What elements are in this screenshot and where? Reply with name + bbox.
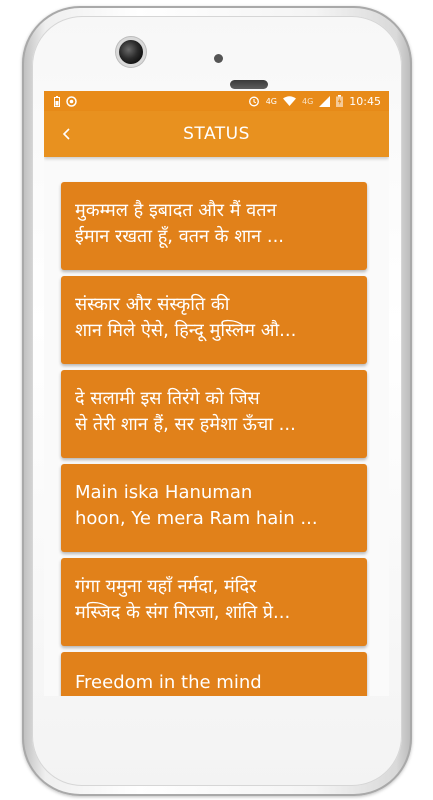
- status-text-line-2: ईमान रखता हूँ, वतन के शान ...: [75, 226, 285, 247]
- status-list[interactable]: [44, 157, 389, 696]
- earpiece-speaker: [230, 80, 268, 89]
- status-card[interactable]: [61, 182, 367, 270]
- status-card[interactable]: [61, 370, 367, 458]
- status-text-line-2: मस्जिद के संग गिरजा, शांति प्रे...: [75, 602, 291, 623]
- app-bar: [44, 111, 389, 157]
- lte-signal-icon: [266, 97, 277, 106]
- cell-signal-icon: [319, 96, 330, 107]
- page-title: STATUS: [183, 124, 250, 144]
- status-card[interactable]: [61, 464, 367, 552]
- screen: [44, 91, 389, 696]
- status-text-line-2: से तेरी शान हैं, सर हमेशा ऊँचा ...: [75, 414, 296, 435]
- network-small-label: 4G: [265, 96, 277, 106]
- status-card[interactable]: [61, 652, 367, 696]
- wifi-icon: [283, 96, 296, 106]
- proximity-sensor: [214, 54, 223, 63]
- network-type-label: 4G: [302, 96, 314, 106]
- battery-saver-icon: [54, 96, 60, 107]
- app-notification-icon: [66, 96, 77, 107]
- battery-charging-icon: [336, 95, 343, 107]
- front-camera: [119, 40, 143, 64]
- status-time: 10:45: [349, 94, 381, 108]
- status-text-line-1: संस्कार और संस्कृति की: [75, 294, 230, 315]
- chevron-left-icon: [62, 128, 71, 140]
- status-text-line-2: शान मिले ऐसे, हिन्दू मुस्लिम औ...: [75, 320, 297, 341]
- alarm-icon: [248, 95, 260, 107]
- back-button[interactable]: [62, 111, 71, 157]
- status-text-line-2: hoon, Ye mera Ram hain ...: [75, 508, 318, 529]
- status-card[interactable]: [61, 276, 367, 364]
- status-text-line-1: Freedom in the mind: [75, 672, 262, 693]
- status-card[interactable]: [61, 558, 367, 646]
- status-text-line-1: मुकम्मल है इबादत और मैं वतन: [75, 200, 277, 221]
- status-text-line-1: Main iska Hanuman: [75, 482, 253, 503]
- status-text-line-1: दे सलामी इस तिरंगे को जिस: [75, 388, 260, 409]
- status-bar: [44, 91, 389, 111]
- status-text-line-1: गंगा यमुना यहाँ नर्मदा, मंदिर: [75, 576, 257, 597]
